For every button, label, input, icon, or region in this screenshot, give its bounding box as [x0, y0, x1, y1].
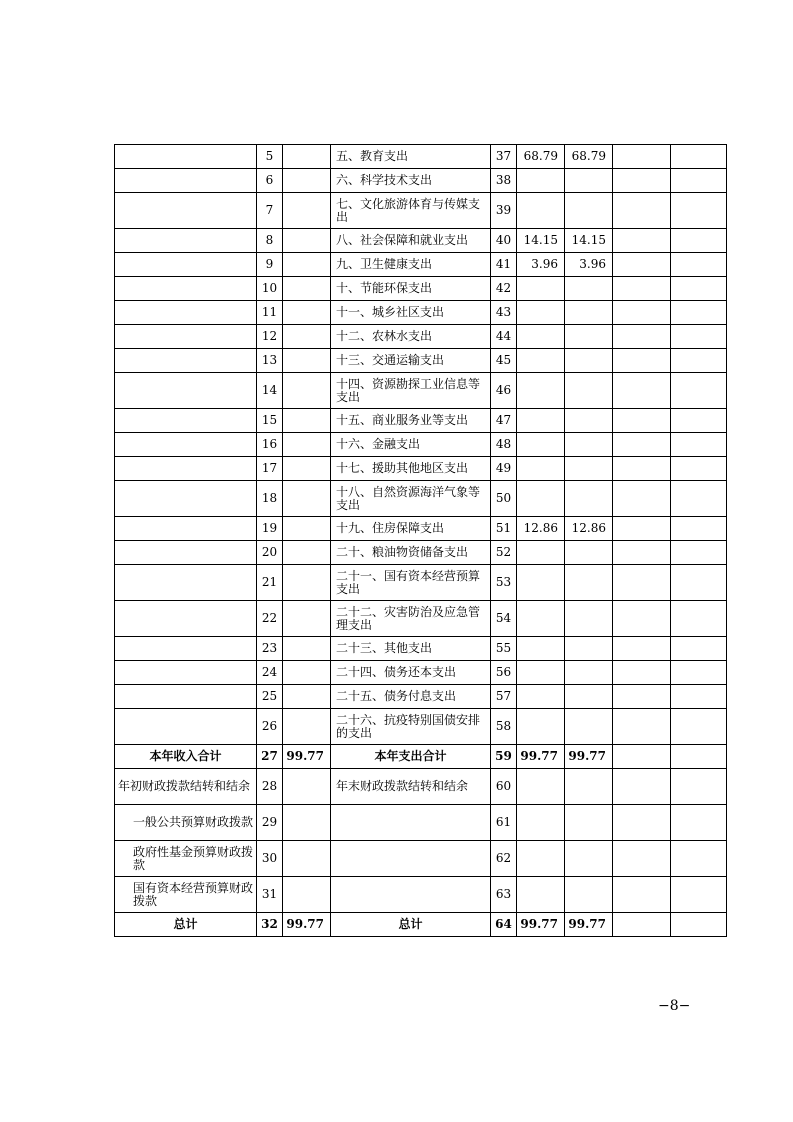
- table-row: [115, 745, 727, 769]
- expense-total-cell: [517, 433, 565, 457]
- expense-item-cell: 十二、农林水支出: [331, 325, 491, 349]
- expense-fund-cell: [613, 145, 671, 169]
- expense-general-cell: [565, 601, 613, 637]
- income-line-no-cell: 25: [257, 685, 283, 709]
- expense-item-cell: 十四、资源勘探工业信息等支出: [331, 373, 491, 409]
- expense-item-cell: 二十四、债务还本支出: [331, 661, 491, 685]
- income-label-cell: [115, 253, 257, 277]
- expense-general-cell: 14.15: [565, 229, 613, 253]
- income-line-no-cell: 21: [257, 565, 283, 601]
- income-label-cell: 总计: [115, 913, 257, 937]
- expense-line-no-cell: 52: [491, 541, 517, 565]
- expense-line-no-cell: 47: [491, 409, 517, 433]
- expense-capital-cell: [671, 349, 727, 373]
- income-amount-cell: [283, 145, 331, 169]
- income-amount-cell: [283, 685, 331, 709]
- income-label-cell: 一般公共预算财政拨款: [115, 805, 257, 841]
- expense-general-cell: [565, 841, 613, 877]
- expense-fund-cell: [613, 517, 671, 541]
- expense-line-no-cell: 44: [491, 325, 517, 349]
- income-amount-cell: [283, 349, 331, 373]
- table-row: [115, 601, 727, 637]
- income-line-no-cell: 29: [257, 805, 283, 841]
- expense-fund-cell: [613, 637, 671, 661]
- income-amount-cell: [283, 457, 331, 481]
- table-row: [115, 481, 727, 517]
- expense-item-cell: 五、教育支出: [331, 145, 491, 169]
- expense-capital-cell: [671, 229, 727, 253]
- expense-line-no-cell: 60: [491, 769, 517, 805]
- income-label-cell: [115, 349, 257, 373]
- expense-total-cell: [517, 841, 565, 877]
- income-line-no-cell: 14: [257, 373, 283, 409]
- income-amount-cell: [283, 709, 331, 745]
- expense-capital-cell: [671, 745, 727, 769]
- expense-item-cell: 十九、住房保障支出: [331, 517, 491, 541]
- table-row: [115, 709, 727, 745]
- page-number: −8−: [658, 998, 691, 1014]
- income-line-no-cell: 5: [257, 145, 283, 169]
- expense-general-cell: [565, 433, 613, 457]
- income-amount-cell: 99.77: [283, 745, 331, 769]
- expense-total-cell: [517, 481, 565, 517]
- expense-fund-cell: [613, 169, 671, 193]
- expense-capital-cell: [671, 373, 727, 409]
- expense-line-no-cell: 37: [491, 145, 517, 169]
- expense-total-cell: 68.79: [517, 145, 565, 169]
- income-amount-cell: [283, 409, 331, 433]
- expense-line-no-cell: 58: [491, 709, 517, 745]
- income-label-cell: [115, 565, 257, 601]
- expense-fund-cell: [613, 841, 671, 877]
- expense-fund-cell: [613, 745, 671, 769]
- income-line-no-cell: 7: [257, 193, 283, 229]
- income-line-no-cell: 19: [257, 517, 283, 541]
- expense-general-cell: [565, 277, 613, 301]
- expense-capital-cell: [671, 325, 727, 349]
- expense-item-cell: [331, 805, 491, 841]
- expense-line-no-cell: 50: [491, 481, 517, 517]
- expense-general-cell: 3.96: [565, 253, 613, 277]
- income-label-cell: [115, 637, 257, 661]
- income-line-no-cell: 16: [257, 433, 283, 457]
- table-row: [115, 565, 727, 601]
- income-amount-cell: [283, 325, 331, 349]
- expense-line-no-cell: 56: [491, 661, 517, 685]
- table-row: [115, 193, 727, 229]
- expense-item-cell: 十五、商业服务业等支出: [331, 409, 491, 433]
- expense-line-no-cell: 57: [491, 685, 517, 709]
- expense-fund-cell: [613, 565, 671, 601]
- expense-total-cell: [517, 325, 565, 349]
- income-amount-cell: [283, 169, 331, 193]
- income-label-cell: [115, 145, 257, 169]
- table-row: [115, 277, 727, 301]
- income-line-no-cell: 24: [257, 661, 283, 685]
- income-line-no-cell: 18: [257, 481, 283, 517]
- expense-fund-cell: [613, 769, 671, 805]
- expense-item-cell: 二十一、国有资本经营预算支出: [331, 565, 491, 601]
- income-label-cell: 国有资本经营预算财政拨款: [115, 877, 257, 913]
- expense-total-cell: [517, 637, 565, 661]
- expense-fund-cell: [613, 409, 671, 433]
- expense-general-cell: [565, 877, 613, 913]
- expense-item-cell: 二十二、灾害防治及应急管理支出: [331, 601, 491, 637]
- income-line-no-cell: 12: [257, 325, 283, 349]
- expense-fund-cell: [613, 709, 671, 745]
- expense-item-cell: 十八、自然资源海洋气象等支出: [331, 481, 491, 517]
- table-row: [115, 349, 727, 373]
- table-row: [115, 301, 727, 325]
- expense-capital-cell: [671, 601, 727, 637]
- expense-total-cell: [517, 877, 565, 913]
- income-amount-cell: [283, 565, 331, 601]
- table-row: [115, 637, 727, 661]
- income-label-cell: [115, 457, 257, 481]
- expense-item-cell: 六、科学技术支出: [331, 169, 491, 193]
- income-label-cell: [115, 193, 257, 229]
- income-amount-cell: [283, 637, 331, 661]
- expense-total-cell: [517, 709, 565, 745]
- expense-total-cell: [517, 601, 565, 637]
- income-label-cell: [115, 169, 257, 193]
- income-label-cell: [115, 229, 257, 253]
- expense-fund-cell: [613, 301, 671, 325]
- income-amount-cell: [283, 805, 331, 841]
- expense-capital-cell: [671, 541, 727, 565]
- expense-total-cell: 99.77: [517, 745, 565, 769]
- expense-item-cell: 二十、粮油物资储备支出: [331, 541, 491, 565]
- income-amount-cell: [283, 769, 331, 805]
- income-amount-cell: [283, 301, 331, 325]
- income-amount-cell: [283, 481, 331, 517]
- expense-fund-cell: [613, 601, 671, 637]
- income-label-cell: [115, 301, 257, 325]
- expense-item-cell: 七、文化旅游体育与传媒支出: [331, 193, 491, 229]
- expense-line-no-cell: 43: [491, 301, 517, 325]
- expense-line-no-cell: 62: [491, 841, 517, 877]
- table-row: [115, 841, 727, 877]
- expense-item-cell: 十七、援助其他地区支出: [331, 457, 491, 481]
- expense-total-cell: [517, 169, 565, 193]
- income-label-cell: [115, 661, 257, 685]
- income-label-cell: [115, 481, 257, 517]
- income-line-no-cell: 10: [257, 277, 283, 301]
- expense-fund-cell: [613, 325, 671, 349]
- income-line-no-cell: 31: [257, 877, 283, 913]
- income-amount-cell: 99.77: [283, 913, 331, 937]
- expense-fund-cell: [613, 433, 671, 457]
- expense-general-cell: [565, 301, 613, 325]
- income-label-cell: 政府性基金预算财政拨款: [115, 841, 257, 877]
- income-line-no-cell: 27: [257, 745, 283, 769]
- income-label-cell: 年初财政拨款结转和结余: [115, 769, 257, 805]
- table-row: [115, 409, 727, 433]
- table-row: [115, 457, 727, 481]
- expense-general-cell: [565, 637, 613, 661]
- expense-capital-cell: [671, 769, 727, 805]
- income-line-no-cell: 23: [257, 637, 283, 661]
- expense-general-cell: [565, 169, 613, 193]
- expense-total-cell: [517, 301, 565, 325]
- expense-item-cell: 十、节能环保支出: [331, 277, 491, 301]
- expense-general-cell: [565, 541, 613, 565]
- expense-general-cell: [565, 349, 613, 373]
- table-row: [115, 661, 727, 685]
- expense-item-cell: 二十五、债务付息支出: [331, 685, 491, 709]
- expense-item-cell: [331, 841, 491, 877]
- expense-item-cell: 十六、金融支出: [331, 433, 491, 457]
- expense-general-cell: [565, 457, 613, 481]
- income-amount-cell: [283, 193, 331, 229]
- expense-total-cell: [517, 685, 565, 709]
- expense-line-no-cell: 53: [491, 565, 517, 601]
- income-label-cell: [115, 433, 257, 457]
- income-amount-cell: [283, 541, 331, 565]
- expense-total-cell: [517, 541, 565, 565]
- expense-capital-cell: [671, 517, 727, 541]
- expense-capital-cell: [671, 145, 727, 169]
- expense-line-no-cell: 49: [491, 457, 517, 481]
- expense-line-no-cell: 64: [491, 913, 517, 937]
- expense-line-no-cell: 45: [491, 349, 517, 373]
- expense-line-no-cell: 55: [491, 637, 517, 661]
- expense-total-cell: 99.77: [517, 913, 565, 937]
- expense-general-cell: [565, 769, 613, 805]
- expense-general-cell: [565, 685, 613, 709]
- expense-total-cell: 3.96: [517, 253, 565, 277]
- expense-fund-cell: [613, 661, 671, 685]
- income-label-cell: [115, 409, 257, 433]
- expense-fund-cell: [613, 277, 671, 301]
- expense-general-cell: [565, 409, 613, 433]
- expense-capital-cell: [671, 169, 727, 193]
- expense-total-cell: 14.15: [517, 229, 565, 253]
- income-amount-cell: [283, 433, 331, 457]
- expense-item-cell: 十一、城乡社区支出: [331, 301, 491, 325]
- expense-fund-cell: [613, 685, 671, 709]
- expense-total-cell: [517, 565, 565, 601]
- expense-total-cell: [517, 409, 565, 433]
- expense-general-cell: [565, 325, 613, 349]
- income-amount-cell: [283, 253, 331, 277]
- income-line-no-cell: 28: [257, 769, 283, 805]
- expense-capital-cell: [671, 253, 727, 277]
- expense-capital-cell: [671, 565, 727, 601]
- expense-line-no-cell: 42: [491, 277, 517, 301]
- expense-total-cell: [517, 769, 565, 805]
- expense-fund-cell: [613, 373, 671, 409]
- expense-capital-cell: [671, 841, 727, 877]
- expense-fund-cell: [613, 913, 671, 937]
- expense-fund-cell: [613, 193, 671, 229]
- expense-general-cell: [565, 481, 613, 517]
- expense-general-cell: 99.77: [565, 745, 613, 769]
- income-label-cell: [115, 709, 257, 745]
- expense-general-cell: 68.79: [565, 145, 613, 169]
- expense-capital-cell: [671, 277, 727, 301]
- expense-capital-cell: [671, 301, 727, 325]
- expense-item-cell: 九、卫生健康支出: [331, 253, 491, 277]
- expense-capital-cell: [671, 193, 727, 229]
- table-row: [115, 373, 727, 409]
- expense-general-cell: [565, 193, 613, 229]
- expense-general-cell: [565, 373, 613, 409]
- expense-total-cell: [517, 805, 565, 841]
- table-row: [115, 805, 727, 841]
- expense-total-cell: [517, 373, 565, 409]
- income-line-no-cell: 15: [257, 409, 283, 433]
- expense-line-no-cell: 41: [491, 253, 517, 277]
- expense-line-no-cell: 51: [491, 517, 517, 541]
- income-line-no-cell: 30: [257, 841, 283, 877]
- expense-fund-cell: [613, 253, 671, 277]
- table-row: [115, 145, 727, 169]
- expense-line-no-cell: 40: [491, 229, 517, 253]
- income-label-cell: 本年收入合计: [115, 745, 257, 769]
- income-line-no-cell: 22: [257, 601, 283, 637]
- expense-item-cell: 二十六、抗疫特别国债安排的支出: [331, 709, 491, 745]
- expense-capital-cell: [671, 685, 727, 709]
- budget-table: [114, 144, 727, 937]
- income-line-no-cell: 20: [257, 541, 283, 565]
- expense-general-cell: [565, 709, 613, 745]
- income-label-cell: [115, 601, 257, 637]
- income-line-no-cell: 11: [257, 301, 283, 325]
- income-label-cell: [115, 517, 257, 541]
- table-row: [115, 169, 727, 193]
- income-amount-cell: [283, 517, 331, 541]
- table-row: [115, 433, 727, 457]
- income-label-cell: [115, 325, 257, 349]
- expense-capital-cell: [671, 457, 727, 481]
- income-amount-cell: [283, 601, 331, 637]
- expense-fund-cell: [613, 877, 671, 913]
- expense-capital-cell: [671, 913, 727, 937]
- expense-fund-cell: [613, 349, 671, 373]
- income-label-cell: [115, 541, 257, 565]
- expense-item-cell: 年末财政拨款结转和结余: [331, 769, 491, 805]
- expense-fund-cell: [613, 805, 671, 841]
- expense-capital-cell: [671, 661, 727, 685]
- income-line-no-cell: 17: [257, 457, 283, 481]
- income-amount-cell: [283, 661, 331, 685]
- expense-total-cell: [517, 661, 565, 685]
- expense-capital-cell: [671, 409, 727, 433]
- expense-general-cell: [565, 565, 613, 601]
- income-line-no-cell: 9: [257, 253, 283, 277]
- expense-line-no-cell: 63: [491, 877, 517, 913]
- expense-total-cell: 12.86: [517, 517, 565, 541]
- expense-item-cell: 总计: [331, 913, 491, 937]
- income-amount-cell: [283, 229, 331, 253]
- income-amount-cell: [283, 877, 331, 913]
- table-row: [115, 685, 727, 709]
- income-line-no-cell: 26: [257, 709, 283, 745]
- expense-line-no-cell: 39: [491, 193, 517, 229]
- expense-line-no-cell: 54: [491, 601, 517, 637]
- income-line-no-cell: 6: [257, 169, 283, 193]
- expense-item-cell: 本年支出合计: [331, 745, 491, 769]
- expense-item-cell: [331, 877, 491, 913]
- expense-fund-cell: [613, 457, 671, 481]
- income-amount-cell: [283, 277, 331, 301]
- table-row: [115, 769, 727, 805]
- income-line-no-cell: 13: [257, 349, 283, 373]
- expense-line-no-cell: 46: [491, 373, 517, 409]
- income-amount-cell: [283, 373, 331, 409]
- expense-fund-cell: [613, 229, 671, 253]
- expense-total-cell: [517, 193, 565, 229]
- expense-capital-cell: [671, 877, 727, 913]
- expense-general-cell: [565, 661, 613, 685]
- expense-total-cell: [517, 349, 565, 373]
- expense-capital-cell: [671, 481, 727, 517]
- table-row: [115, 229, 727, 253]
- table-row: [115, 913, 727, 937]
- table-row: [115, 325, 727, 349]
- expense-line-no-cell: 59: [491, 745, 517, 769]
- expense-capital-cell: [671, 709, 727, 745]
- expense-general-cell: 99.77: [565, 913, 613, 937]
- expense-fund-cell: [613, 541, 671, 565]
- expense-total-cell: [517, 457, 565, 481]
- expense-item-cell: 八、社会保障和就业支出: [331, 229, 491, 253]
- expense-line-no-cell: 38: [491, 169, 517, 193]
- expense-capital-cell: [671, 805, 727, 841]
- expense-fund-cell: [613, 481, 671, 517]
- expense-item-cell: 二十三、其他支出: [331, 637, 491, 661]
- table-row: [115, 517, 727, 541]
- table-row: [115, 253, 727, 277]
- expense-item-cell: 十三、交通运输支出: [331, 349, 491, 373]
- expense-capital-cell: [671, 433, 727, 457]
- expense-capital-cell: [671, 637, 727, 661]
- income-label-cell: [115, 373, 257, 409]
- expense-line-no-cell: 48: [491, 433, 517, 457]
- income-label-cell: [115, 685, 257, 709]
- income-amount-cell: [283, 841, 331, 877]
- income-label-cell: [115, 277, 257, 301]
- expense-general-cell: [565, 805, 613, 841]
- table-row: [115, 877, 727, 913]
- expense-total-cell: [517, 277, 565, 301]
- expense-general-cell: 12.86: [565, 517, 613, 541]
- income-line-no-cell: 32: [257, 913, 283, 937]
- expense-line-no-cell: 61: [491, 805, 517, 841]
- table-row: [115, 541, 727, 565]
- income-line-no-cell: 8: [257, 229, 283, 253]
